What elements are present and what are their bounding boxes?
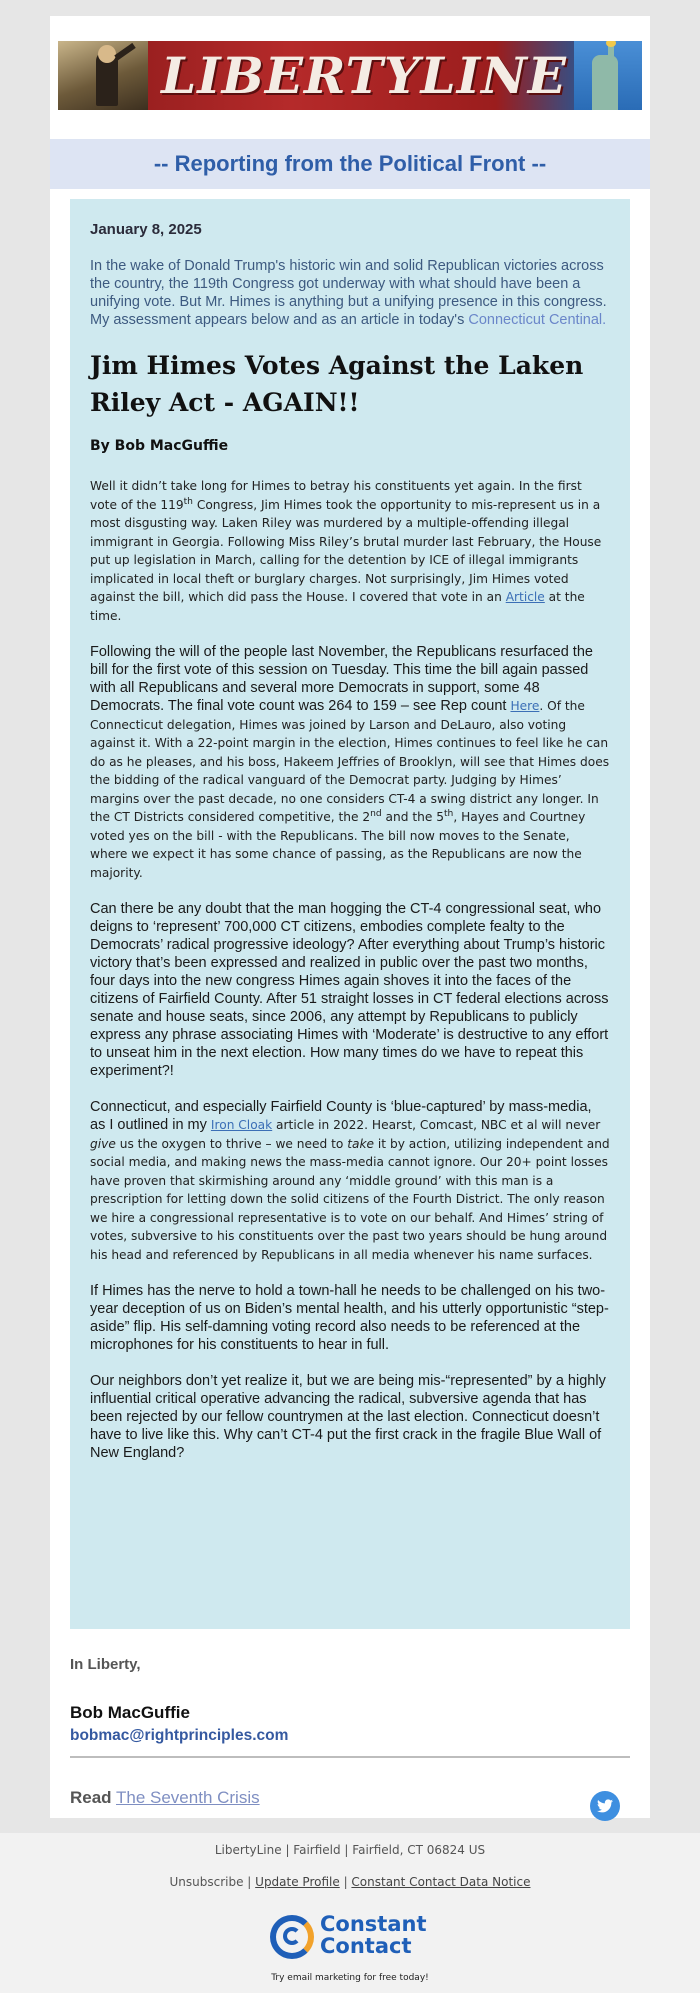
rep-count-link[interactable]: Here <box>510 699 540 713</box>
article-headline: Jim Himes Votes Against the Laken Riley Act - AGAIN!! <box>90 351 584 417</box>
banner-title: LIBERTYLINE <box>161 46 567 105</box>
statue-of-liberty-image <box>574 41 642 110</box>
update-profile-link[interactable]: Update Profile <box>255 1875 340 1889</box>
footer-address: LibertyLine | Fairfield | Fairfield, CT 06824 US <box>214 1843 486 1857</box>
article-body <box>70 199 630 1629</box>
constant-contact-logo[interactable]: Constant Contact <box>270 1913 430 1963</box>
author-email[interactable]: bobmac@rightprinciples.com <box>70 1727 289 1744</box>
twitter-icon[interactable] <box>590 1791 620 1821</box>
footer <box>0 1833 700 1993</box>
divider <box>70 1756 630 1758</box>
signature-block <box>70 1656 630 1745</box>
constant-contact-tagline[interactable]: Try email marketing for free today! <box>271 1973 429 1983</box>
intro-paragraph: In the wake of Donald Trump's historic win and solid Republican victories across the country, the 119th Congress got underway with what should have been a unifying vote. But Mr. Himes is anything but a unifying presence in this congress. My assessment appears below and as an article in today's Connecticut Centinal. <box>90 258 607 328</box>
read-row <box>70 1788 630 1812</box>
paragraph-1: Well it didn’t take long for Himes to betray his constituents yet again. In the first vote of the 119th Congress, Jim Himes took the opportunity to mis-represent us in a most disgusting way. Laken Riley was murdered by a multiple-offending illegal immigrant in Georgia. Following Miss Riley’s brutal murder last February, the House put up legislation in March, calling for the detention by ICE of illegal immigrants implicated in local theft or burglary charges. Not surprisingly, Jim Himes voted against the bill, which did pass the House. I covered that vote in an Article at the time. <box>90 479 602 623</box>
paragraph-4: Connecticut, and especially Fairfield County is ‘blue-captured’ by mass-media, as I outlined in my Iron Cloak article in 2022. Hearst, Comcast, NBC et al will never give us the oxygen to thrive – we need to take it by action, utilizing independent and social media, and making news the mass-media cannot ignore. Our 20+ point losses have proven that skirmishing around any ‘middle ground’ with this man is a prescription for letting down the solid citizens of the Fourth District. The only reason we hire a congressional representative is to vote on our behalf. And Himes’ string of votes, subversive to his constituents over the past two years should be hung around his head and referenced by Republicans in all media whenever his name surfaces. <box>90 1099 610 1262</box>
iron-cloak-link[interactable]: Iron Cloak <box>210 1118 273 1132</box>
paragraph-6: Our neighbors don’t yet realize it, but we are being mis-“represented” by a highly influential critical operative advancing the radical, subversive agenda that has been rejected by our fellow countrymen at the last election. Connecticut doesn’t have to live like this. Why can’t CT-4 put the first crack in the fragile Blue Wall of New England? <box>90 1373 606 1461</box>
author-name: Bob MacGuffie <box>70 1703 190 1722</box>
paragraph-3: Can there be any doubt that the man hogging the CT-4 congressional seat, who deigns to ‘represent’ 700,000 CT citizens, embodies complete fealty to the Democrats’ radical progressive ideology? After everything about Trump’s historic victory that’s been expressed and realized in public over the past two months, four days into the new congress Himes again shoves it into the faces of the citizens of Fairfield County. After 51 straight losses in CT federal elections across senate and house seats, since 2006, any attempt by Republicans to publicly express any phrase associating Himes with ‘Moderate’ is destructive to any effort to unseat him in the next election. How many times do we have to repeat this experiment?! <box>90 901 609 1079</box>
byline: By Bob MacGuffie <box>90 438 229 454</box>
footer-links: Unsubscribe | Update Profile | Constant Contact Data Notice <box>169 1875 531 1889</box>
libertyline-banner[interactable] <box>58 41 642 110</box>
unsubscribe-link[interactable]: Unsubscribe <box>169 1875 244 1889</box>
orator-image <box>58 41 148 110</box>
section-heading: -- Reporting from the Political Front -- <box>50 139 650 189</box>
seventh-crisis-link[interactable]: The Seventh Crisis <box>116 1788 260 1807</box>
article-link[interactable]: Article <box>505 590 545 604</box>
connecticut-centinal-link[interactable]: Connecticut Centinal. <box>468 312 607 328</box>
closing-text: In Liberty, <box>70 1656 141 1673</box>
email-container <box>50 16 650 1818</box>
data-notice-link[interactable]: Constant Contact Data Notice <box>351 1875 531 1889</box>
paragraph-5: If Himes has the nerve to hold a town-hall he needs to be challenged on his two-year deception of us on Biden’s mental health, and his utterly opportunistic “step-aside” flip. His self-damning voting record also needs to be referenced at the microphones for his constituents to hear in full. <box>90 1283 609 1353</box>
read-label: Read <box>70 1788 112 1807</box>
article-date: January 8, 2025 <box>90 221 202 238</box>
paragraph-2: Following the will of the people last November, the Republicans resurfaced the bill for the first vote of this session on Tuesday. This time the bill again passed with all Republicans and several more Democrats in support, some 48 Democrats. The final vote count was 264 to 159 – see Rep count Here. Of the Connecticut delegation, Himes was joined by Larson and DeLauro, also voting against it. With a 22-point margin in the election, Himes continues to feel like he can do as he pleases, and his boss, Hakeem Jeffries of Brooklyn, will see that Himes does the bidding of the radical vanguard of the Democrat party. Judging by Himes’ margins over the past decade, no one considers CT-4 a swing district any longer. In the CT Districts considered competitive, the 2nd and the 5th, Hayes and Courtney voted yes on the bill - with the Republicans. The bill now moves to the Senate, where we expect it has some chance of passing, as the Republicans are now the majority. <box>90 644 610 880</box>
